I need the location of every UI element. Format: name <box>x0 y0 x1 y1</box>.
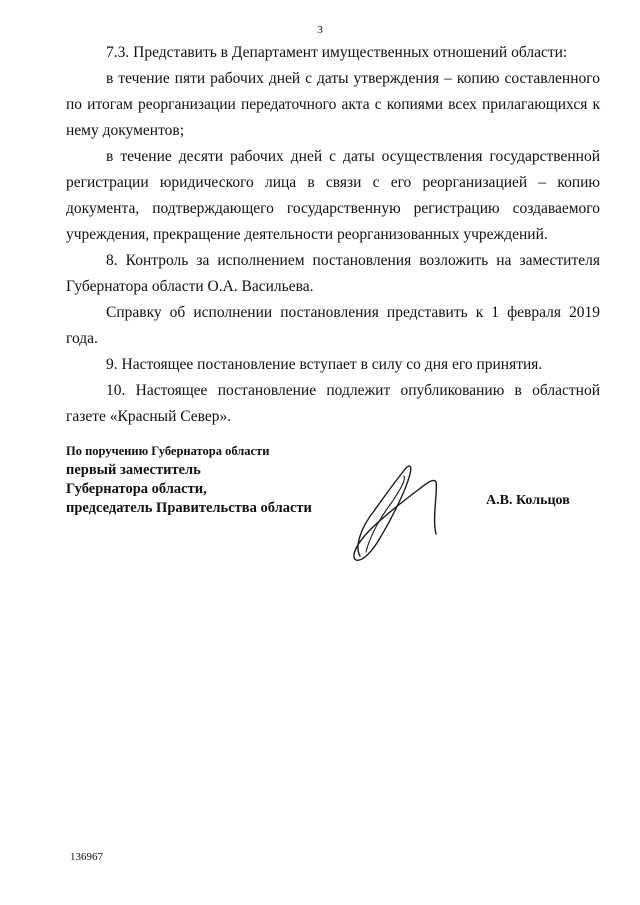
document-body <box>66 40 600 430</box>
paragraph-report: Справку об исполнении постановления представить к 1 февраля 2019 года. <box>66 304 600 347</box>
by-order-line: По поручению Губернатора области <box>66 444 270 458</box>
handwritten-signature <box>340 456 460 568</box>
paragraph-7-3: 7.3. Представить в Департамент имущественных отношений области: <box>106 44 568 61</box>
paragraph-8: 8. Контроль за исполнением постановления возложить на заместителя Губернатора области О.А. Васильева. <box>66 252 600 295</box>
signatory-name: А.В. Кольцов <box>486 493 570 508</box>
signature-block <box>66 442 312 518</box>
paragraph-9: 9. Настоящее постановление вступает в силу со дня его принятия. <box>106 356 543 373</box>
paragraph-7-3-item-1: в течение пяти рабочих дней с даты утверждения – копию составленного по итогам реорганизации передаточного акта с копиями всех прилагающихся к нему документов; <box>66 70 600 139</box>
signatory-title-line-3: председатель Правительства области <box>66 500 312 516</box>
document-id: 136967 <box>70 851 103 863</box>
paragraph-10: 10. Настоящее постановление подлежит опубликованию в областной газете «Красный Север». <box>66 382 600 425</box>
paragraph-7-3-item-2: в течение десяти рабочих дней с даты осуществления государственной регистрации юридического лица в связи с его реорганизацией – копию документа, подтверждающего государственную регистрацию создаваемого учреждения, прекращение деятельности реорганизованных учреждений. <box>66 148 600 243</box>
signatory-title-line-2: Губернатора области, <box>66 481 207 497</box>
page-number: 3 <box>317 24 323 36</box>
signatory-title-line-1: первый заместитель <box>66 462 201 478</box>
